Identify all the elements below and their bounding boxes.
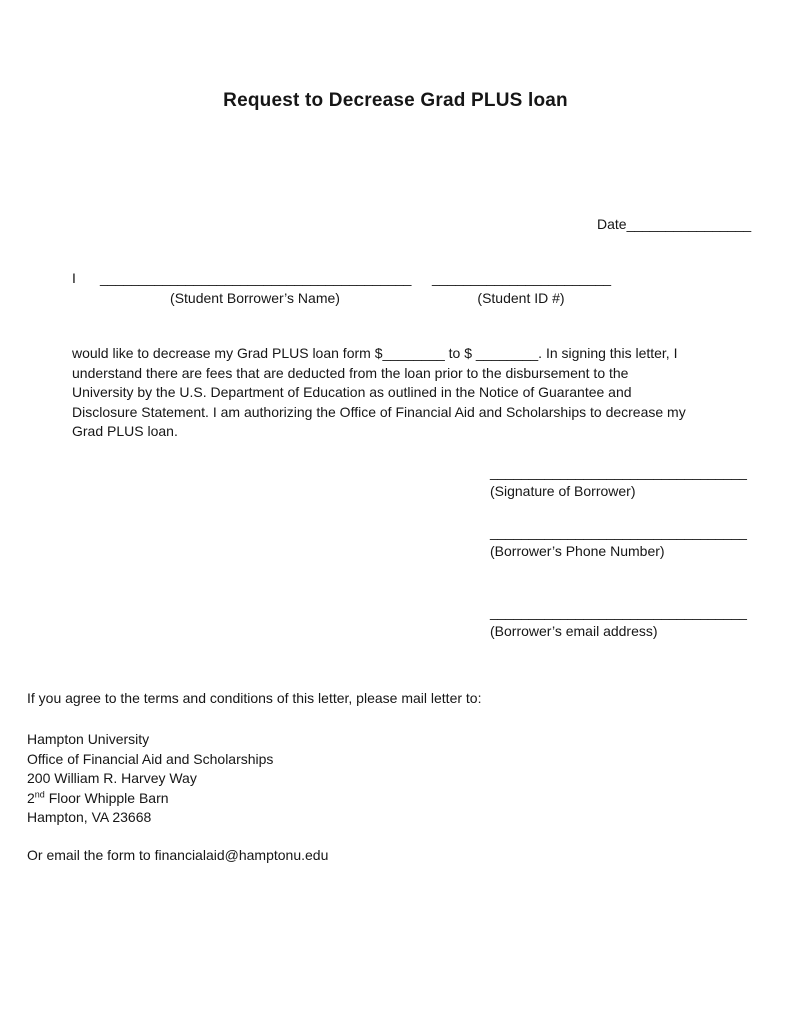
signature-label: (Signature of Borrower)	[490, 483, 636, 499]
email-blank-line: _________________________________	[490, 604, 747, 620]
student-name-label: (Student Borrower’s Name)	[170, 290, 340, 306]
floor-ordinal-suffix: nd	[34, 788, 45, 799]
phone-blank-line: _________________________________	[490, 524, 747, 540]
body-paragraph: would like to decrease my Grad PLUS loan form $________ to $ ________. In signing this letter, I understand there are fees that are deducted from the loan prior to the disbursement to the University by the U.S. Department of Education as outlined in the Notice of Guarantee and Disclosure Statement. I am authorizing the Office of Financial Aid and Scholarships to decrease my Grad PLUS loan.	[72, 345, 686, 439]
borrower-email-field	[490, 604, 747, 639]
address-line-floor	[27, 789, 273, 809]
student-id-label: (Student ID #)	[477, 290, 565, 306]
student-name-blank-line: ________________________________________	[100, 270, 412, 286]
mailing-address-block	[27, 730, 273, 828]
signature-blank-line: _________________________________	[490, 464, 747, 480]
address-line-street: 200 William R. Harvey Way	[27, 770, 197, 786]
date-row	[597, 216, 751, 232]
student-id-blank-line: _______________________	[432, 270, 612, 286]
phone-label: (Borrower’s Phone Number)	[490, 543, 665, 559]
mailing-instruction: If you agree to the terms and conditions of this letter, please mail letter to:	[27, 690, 482, 706]
floor-rest: Floor Whipple Barn	[44, 789, 169, 806]
floor-number: 2	[27, 789, 35, 806]
date-label: Date	[597, 216, 627, 232]
address-line-university: Hampton University	[27, 731, 150, 747]
salutation-pronoun: I	[72, 270, 76, 286]
borrower-phone-field	[490, 524, 747, 559]
address-line-city: Hampton, VA 23668	[27, 809, 152, 825]
date-blank-line: ________________	[626, 216, 752, 232]
address-line-office: Office of Financial Aid and Scholarships	[27, 750, 274, 767]
signature-of-borrower-field	[490, 464, 747, 499]
document-title: Request to Decrease Grad PLUS loan	[223, 90, 568, 111]
email-label: (Borrower’s email address)	[490, 623, 658, 639]
email-instruction: Or email the form to financialaid@hamptonu.edu	[27, 847, 329, 863]
